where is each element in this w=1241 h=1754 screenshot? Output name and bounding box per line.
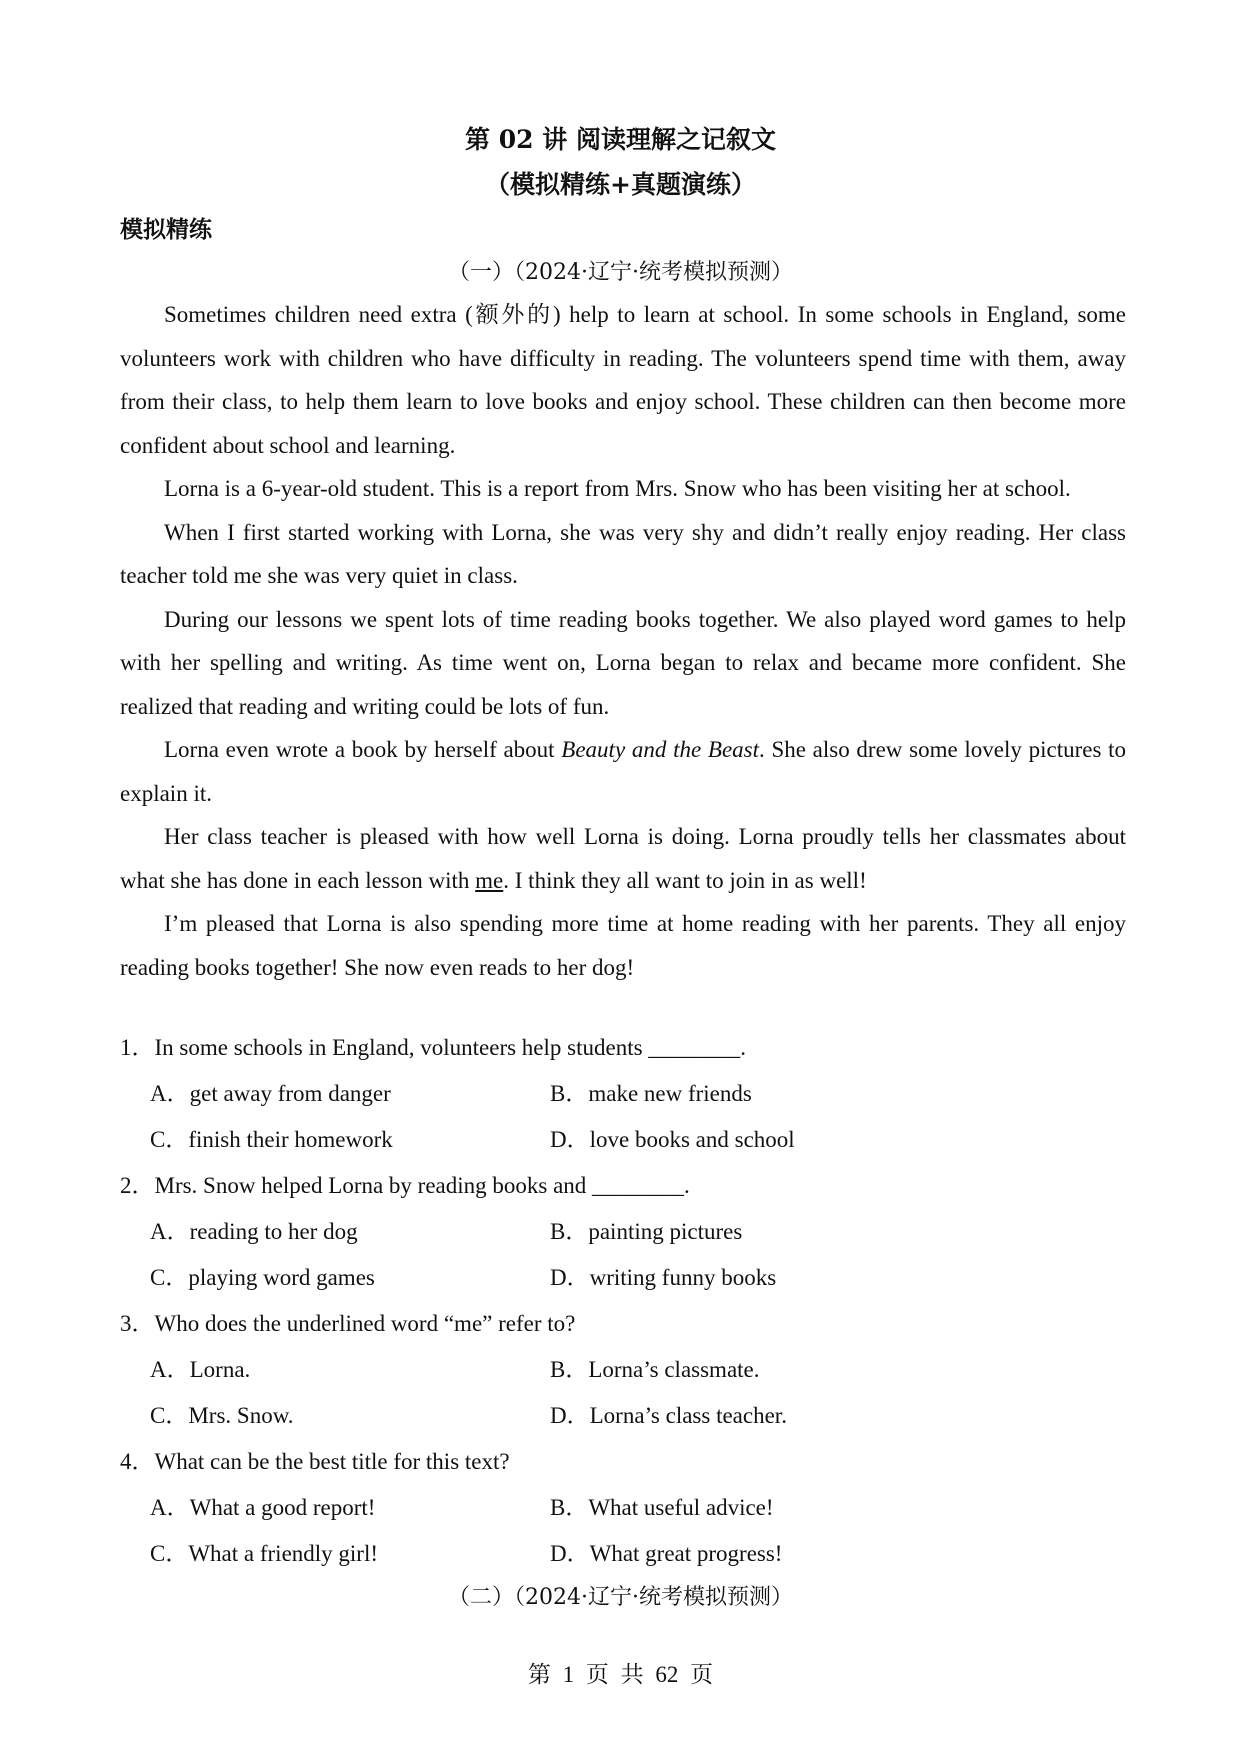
- question-stem: 1．In some schools in England, volunteers help students ________.: [120, 1035, 747, 1060]
- answer-option: A．reading to her dog: [150, 1219, 358, 1244]
- part-one-heading: （一）（2024·辽宁·统考模拟预测）: [448, 260, 793, 285]
- page-subtitle: （模拟精练+真题演练）: [485, 170, 756, 199]
- answer-option: C．What a friendly girl!: [150, 1541, 379, 1566]
- passage-text: . She also drew some lovely pictures to explain it.: [120, 737, 1127, 806]
- passage-text: Lorna even wrote a book by herself about: [164, 737, 562, 762]
- question-stem: 4．What can be the best title for this text?: [120, 1449, 510, 1474]
- page-number-footer: 第 1 页 共 62 页: [527, 1662, 714, 1687]
- answer-option: B．Lorna’s classmate.: [550, 1357, 760, 1382]
- answer-option: A．What a good report!: [150, 1495, 376, 1520]
- passage-paragraph: Sometimes children need extra (额外的) help to learn at school. In some schools in England, some volunteers work with children who have difficulty in reading. The volunteers spend time with them, away from their class, to help them learn to love books and enjoy school. These children can then become more confident about school and learning.: [120, 302, 1126, 458]
- passage-text: Her class teacher is pleased with how well Lorna is doing. Lorna proudly tells her classmates about what she has done in each lesson with: [120, 824, 1126, 893]
- section-label: 模拟精练: [120, 216, 212, 243]
- answer-option: B．What useful advice!: [550, 1495, 774, 1520]
- answer-option: C．Mrs. Snow.: [150, 1403, 294, 1428]
- answer-option: C．finish their homework: [150, 1127, 393, 1152]
- passage-paragraph: During our lessons we spent lots of time reading books together. We also played word games to help with her spelling and writing. As time went on, Lorna began to relax and became more confident. She realized that reading and writing could be lots of fun.: [120, 606, 1126, 719]
- passage-text: . I think they all want to join in as well!: [503, 867, 867, 893]
- passage-paragraph: When I first started working with Lorna, she was very shy and didn’t really enjoy reading. Her class teacher told me she was very quiet in class.: [120, 519, 1126, 588]
- answer-option: A．Lorna.: [150, 1357, 251, 1382]
- book-title: Beauty and the Beast: [561, 737, 759, 762]
- answer-option: C．playing word games: [150, 1265, 375, 1290]
- question-stem: 2．Mrs. Snow helped Lorna by reading books and ________.: [120, 1173, 690, 1198]
- answer-option: D．Lorna’s class teacher.: [550, 1403, 787, 1428]
- part-two-heading: （二）（2024·辽宁·统考模拟预测）: [448, 1585, 793, 1610]
- answer-option: D．love books and school: [550, 1127, 795, 1152]
- passage-paragraph: I’m pleased that Lorna is also spending more time at home reading with her parents. They all enjoy reading books together! She now even reads to her dog!: [120, 911, 1126, 980]
- reading-passage: [120, 293, 1126, 989]
- passage-paragraph: Lorna is a 6-year-old student. This is a report from Mrs. Snow who has been visiting her at school.: [164, 476, 1071, 501]
- answer-option: A．get away from danger: [150, 1081, 391, 1106]
- page-title: 第 02 讲 阅读理解之记叙文: [465, 125, 776, 154]
- passage-paragraph: [120, 728, 1126, 815]
- question-stem: 3．Who does the underlined word “me” refer to?: [120, 1311, 576, 1336]
- answer-option: B．painting pictures: [550, 1219, 743, 1244]
- answer-option: D．writing funny books: [550, 1265, 777, 1290]
- passage-paragraph: [120, 815, 1126, 902]
- underlined-word: me: [475, 867, 504, 893]
- answer-option: D．What great progress!: [550, 1541, 783, 1566]
- answer-option: B．make new friends: [550, 1081, 752, 1106]
